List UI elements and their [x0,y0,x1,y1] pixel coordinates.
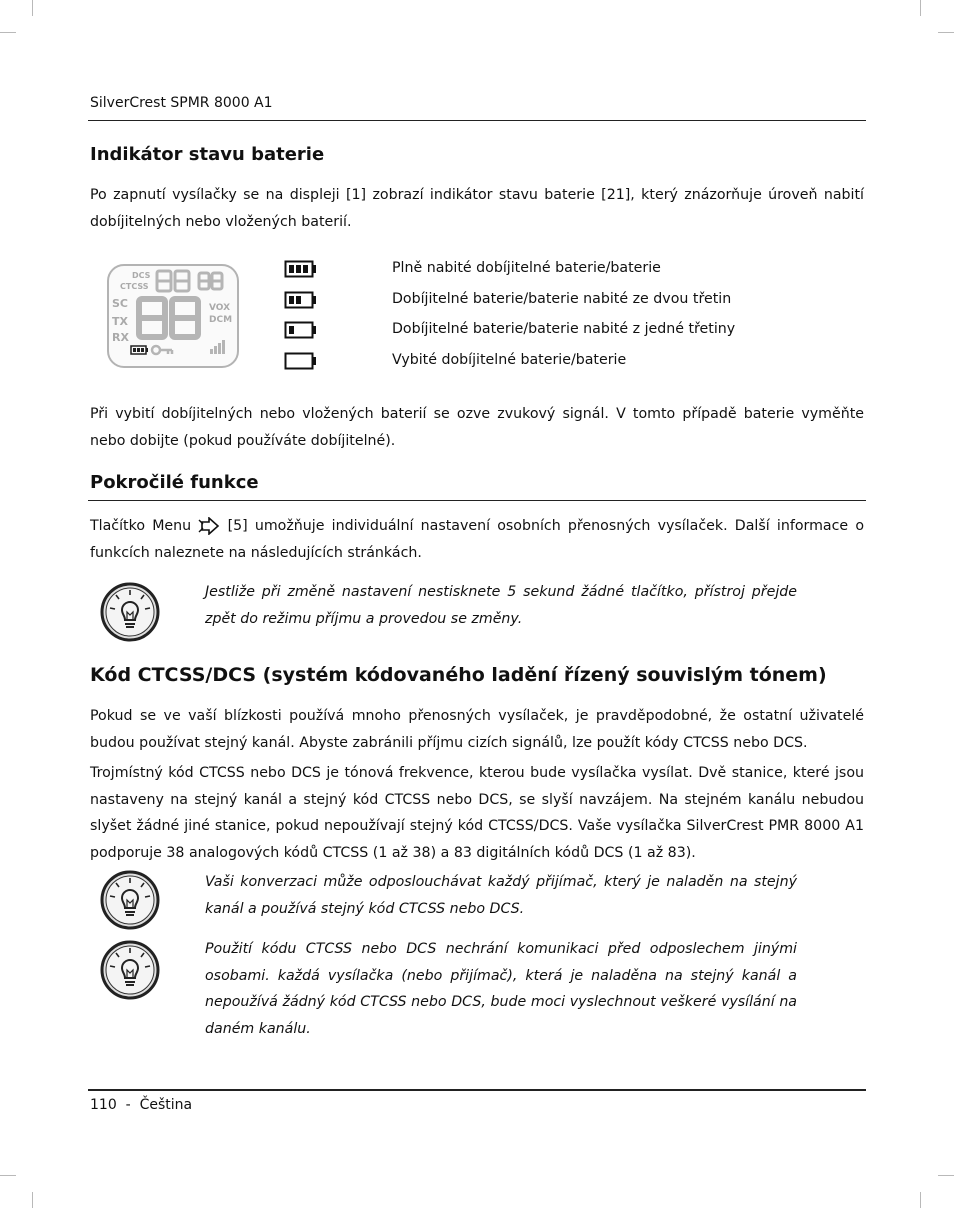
lcd-label-tx: TX [112,315,128,328]
battery-level-label-empty: Vybité dobíjitelné baterie/baterie [392,352,627,368]
lcd-label-sc: SC [112,297,128,310]
crop-mark [920,1192,921,1208]
ctcss-note-1: Vaši konverzaci může odposlouchávat každý přijímač, který je naladěn na stejný kanál a používá stejný kód CTCSS nebo DCS. [205,874,797,917]
running-header: SilverCrest SPMR 8000 A1 [90,95,273,111]
section-heading-battery: Indikátor stavu baterie [90,144,325,165]
section-heading-advanced: Pokročilé funkce [90,472,259,493]
ctcss-note-2: Použití kódu CTCSS nebo DCS nechrání komunikaci před odposlechem jinými osobami. každá vysílačka (nebo přijímač), která je naladěna na stejný kanál a nepoužívá žádný kód CTCSS nebo DCS, bude moci vyslechnout veškeré vysílání na daném kanálu. [205,941,797,1037]
battery-empty-icon [284,351,318,371]
advanced-text-before: Tlačítko Menu [90,518,192,534]
header-rule [88,120,866,121]
crop-mark [938,32,954,33]
advanced-paragraph [90,513,864,566]
crop-mark [0,1175,16,1176]
lcd-label-dcm: DCM [209,315,233,325]
page-number: 110 - Čeština [90,1097,193,1113]
lcd-label-vox: VOX [209,303,231,313]
lcd-display-illustration [106,263,240,369]
battery-intro-paragraph: Po zapnutí vysílačky se na displeji [1] zobrazí indikátor stavu baterie [21], který znázorňuje úroveň nabití dobíjitelných nebo vložených baterií. [90,187,864,230]
lightbulb-icon [100,582,160,642]
menu-arrow-icon [198,517,220,535]
battery-one-third-icon [284,320,318,340]
crop-mark [920,0,921,16]
battery-outro-paragraph: Při vybití dobíjitelných nebo vložených baterií se ozve zvukový signál. V tomto případě baterie vyměňte nebo dobijte (pokud používáte dobíjitelné). [90,406,864,449]
ctcss-paragraph-2: Trojmístný kód CTCSS nebo DCS je tónová frekvence, kterou bude vysílačka vysílat. Dvě stanice, které jsou nastaveny na stejný kanál a stejný kód CTCSS nebo DCS, se slyší navzájem. Na stejném kanálu nebudou slyšet žádné jiné stanice, pokud nepoužívají stejný kód CTCSS/DCS. Vaše vysílačka SilverCrest PMR 8000 A1 podporuje 38 analogových kódů CTCSS (1 až 38) a 83 digitálních kódů DCS (1 až 83). [90,765,864,861]
section-heading-ctcss: Kód CTCSS/DCS (systém kódovaného ladění řízený souvislým tónem) [90,664,827,686]
crop-mark [938,1175,954,1176]
crop-mark [32,0,33,16]
lcd-label-dcs: DCS [132,271,151,280]
battery-level-label-full: Plně nabité dobíjitelné baterie/baterie [392,260,661,276]
battery-level-label-one-third: Dobíjitelné baterie/baterie nabité z jedné třetiny [392,321,736,337]
lightbulb-icon [100,940,160,1000]
battery-full-icon [284,259,318,279]
section-rule [88,500,866,501]
footer-rule [88,1089,866,1091]
crop-mark [0,32,16,33]
battery-level-label-two-thirds: Dobíjitelné baterie/baterie nabité ze dvou třetin [392,291,732,307]
crop-mark [32,1192,33,1208]
lcd-label-rx: RX [112,331,129,344]
advanced-note: Jestliže při změně nastavení nestisknete 5 sekund žádné tlačítko, přístroj přejde zpět do režimu příjmu a provedou se změny. [205,584,797,627]
lcd-label-ctcss: CTCSS [120,282,149,291]
advanced-text-after: [5] umožňuje individuální nastavení osobních přenosných vysílaček. Další informace o funkcích naleznete na následujících stránkách. [90,518,865,561]
lightbulb-icon [100,870,160,930]
battery-two-thirds-icon [284,290,318,310]
ctcss-paragraph-1: Pokud se ve vaší blízkosti používá mnoho přenosných vysílaček, je pravděpodobné, že ostatní uživatelé budou používat stejný kanál. Abyste zabránili příjmu cizích signálů, lze použít kódy CTCSS nebo DCS. [90,708,864,751]
